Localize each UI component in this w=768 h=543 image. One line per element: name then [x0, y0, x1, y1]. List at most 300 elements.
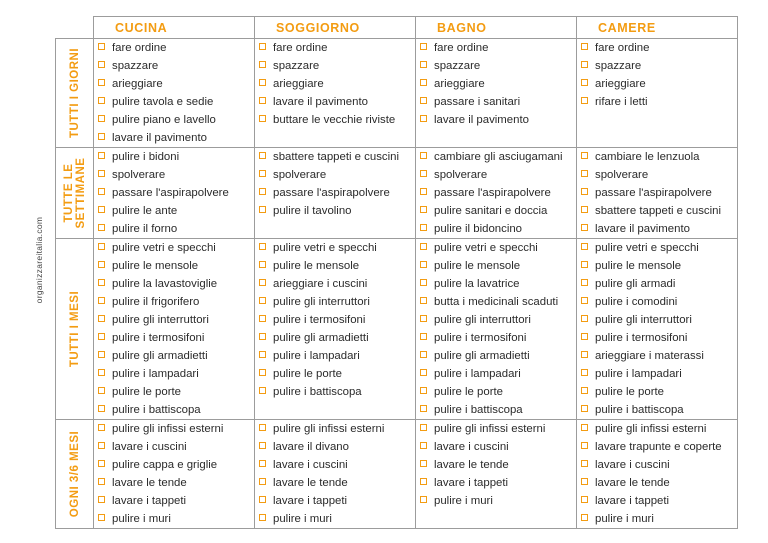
task-item: [98, 347, 254, 365]
task-label: pulire vetri e specchi: [595, 242, 699, 254]
row-header: [56, 148, 94, 239]
task-item: [581, 420, 737, 438]
task-item: [420, 365, 576, 383]
checkbox-icon[interactable]: [581, 79, 588, 86]
task-label: cambiare gli asciugamani: [434, 151, 563, 163]
task-item: [259, 184, 415, 202]
task-label: spazzare: [112, 60, 159, 72]
task-label: arieggiare i cuscini: [273, 278, 368, 290]
task-cell-camere: [577, 420, 738, 529]
checkbox-icon[interactable]: [259, 369, 266, 376]
task-item: [420, 57, 576, 75]
checkbox-icon[interactable]: [98, 442, 105, 449]
checkbox-icon[interactable]: [259, 152, 266, 159]
task-label: arieggiare i materassi: [595, 350, 704, 362]
task-label: pulire il frigorifero: [112, 296, 200, 308]
checkbox-icon[interactable]: [581, 351, 588, 358]
task-label: pulire i termosifoni: [112, 332, 205, 344]
task-label: pulire gli infissi esterni: [595, 423, 707, 435]
task-item: [581, 239, 737, 257]
task-item: [581, 456, 737, 474]
checkbox-icon[interactable]: [581, 514, 588, 521]
task-item: [259, 166, 415, 184]
task-label: pulire le ante: [112, 205, 178, 217]
task-label: pulire il bidoncino: [434, 223, 523, 235]
task-label: pulire gli infissi esterni: [273, 423, 385, 435]
task-item: [259, 383, 415, 401]
task-label: pulire sanitari e doccia: [434, 205, 548, 217]
task-item: [98, 93, 254, 111]
checkbox-icon[interactable]: [259, 460, 266, 467]
task-label: lavare il pavimento: [595, 223, 690, 235]
site-label: organizzareitalia.com: [34, 216, 44, 304]
checkbox-icon[interactable]: [581, 279, 588, 286]
task-label: lavare i cuscini: [112, 441, 187, 453]
task-label: cambiare le lenzuola: [595, 151, 700, 163]
task-cell-cucina: [94, 39, 255, 148]
task-item: [420, 239, 576, 257]
task-cell-cucina: [94, 148, 255, 239]
cleaning-schedule-table: [55, 16, 738, 529]
checkbox-icon[interactable]: [98, 405, 105, 412]
checkbox-icon[interactable]: [259, 315, 266, 322]
task-label: lavare le tende: [112, 477, 187, 489]
task-item: [98, 220, 254, 238]
checkbox-icon[interactable]: [581, 369, 588, 376]
checkbox-icon[interactable]: [420, 333, 427, 340]
task-item: [420, 293, 576, 311]
checkbox-icon[interactable]: [581, 61, 588, 68]
task-item: [581, 166, 737, 184]
checkbox-icon[interactable]: [581, 333, 588, 340]
task-item: [98, 166, 254, 184]
checkbox-icon[interactable]: [581, 206, 588, 213]
checkbox-icon[interactable]: [98, 369, 105, 376]
checkbox-icon[interactable]: [420, 279, 427, 286]
checkbox-icon[interactable]: [98, 115, 105, 122]
task-item: [259, 311, 415, 329]
task-label: spazzare: [434, 60, 481, 72]
task-label: lavare trapunte e coperte: [595, 441, 722, 453]
task-item: [581, 75, 737, 93]
task-label: pulire il forno: [112, 223, 178, 235]
task-item: [581, 474, 737, 492]
task-item: [420, 329, 576, 347]
checkbox-icon[interactable]: [98, 97, 105, 104]
row-ogni-3-6-mesi: [56, 420, 738, 529]
task-label: pulire i muri: [595, 513, 654, 525]
checkbox-icon[interactable]: [98, 351, 105, 358]
task-label: pulire le porte: [434, 386, 504, 398]
task-item: [420, 148, 576, 166]
checkbox-icon[interactable]: [259, 387, 266, 394]
task-label: pulire gli armadietti: [112, 350, 208, 362]
task-item: [581, 401, 737, 419]
task-item: [98, 420, 254, 438]
task-item: [259, 39, 415, 57]
task-item: [420, 220, 576, 238]
checkbox-icon[interactable]: [581, 424, 588, 431]
task-label: pulire i battiscopa: [273, 386, 362, 398]
row-header: [56, 420, 94, 529]
task-label: pulire il tavolino: [273, 205, 352, 217]
checkbox-icon[interactable]: [420, 405, 427, 412]
task-label: pulire le mensole: [112, 260, 199, 272]
checkbox-icon[interactable]: [98, 133, 105, 140]
checkbox-icon[interactable]: [98, 43, 105, 50]
task-item: [420, 383, 576, 401]
checkbox-icon[interactable]: [420, 442, 427, 449]
task-item: [98, 311, 254, 329]
checkbox-icon[interactable]: [259, 351, 266, 358]
task-label: pulire gli interruttori: [273, 296, 370, 308]
checkbox-icon[interactable]: [259, 97, 266, 104]
checkbox-icon[interactable]: [420, 496, 427, 503]
task-item: [420, 75, 576, 93]
checkbox-icon[interactable]: [259, 297, 266, 304]
checkbox-icon[interactable]: [581, 188, 588, 195]
checkbox-icon[interactable]: [259, 61, 266, 68]
task-item: [259, 365, 415, 383]
task-item: [259, 456, 415, 474]
task-label: pulire le mensole: [434, 260, 521, 272]
task-item: [420, 420, 576, 438]
task-item: [420, 93, 576, 111]
checkbox-icon[interactable]: [420, 224, 427, 231]
checkbox-icon[interactable]: [420, 170, 427, 177]
task-item: [259, 329, 415, 347]
checkbox-icon[interactable]: [420, 61, 427, 68]
task-cell-camere: [577, 239, 738, 420]
task-item: [581, 492, 737, 510]
task-label: pulire gli interruttori: [434, 314, 531, 326]
checkbox-icon[interactable]: [420, 79, 427, 86]
task-item: [581, 93, 737, 111]
column-header-cucina: CUCINA: [94, 17, 255, 39]
task-item: [98, 438, 254, 456]
task-label: pulire i termosifoni: [595, 332, 688, 344]
checkbox-icon[interactable]: [259, 442, 266, 449]
task-item: [259, 111, 415, 129]
task-item: [98, 510, 254, 528]
task-label: fare ordine: [273, 42, 328, 54]
checkbox-icon[interactable]: [581, 224, 588, 231]
checkbox-icon[interactable]: [259, 43, 266, 50]
checkbox-icon[interactable]: [259, 478, 266, 485]
task-label: pulire tavola e sedie: [112, 96, 214, 108]
task-label: sbattere tappeti e cuscini: [273, 151, 400, 163]
task-item: [581, 148, 737, 166]
checkbox-icon[interactable]: [98, 243, 105, 250]
task-label: pulire gli interruttori: [112, 314, 209, 326]
checkbox-icon[interactable]: [581, 496, 588, 503]
task-label: rifare i letti: [595, 96, 648, 108]
task-cell-soggiorno: [255, 39, 416, 148]
checkbox-icon[interactable]: [420, 188, 427, 195]
task-cell-bagno: [416, 420, 577, 529]
checkbox-icon[interactable]: [98, 261, 105, 268]
checkbox-icon[interactable]: [420, 387, 427, 394]
checkbox-icon[interactable]: [98, 188, 105, 195]
checkbox-icon[interactable]: [259, 514, 266, 521]
checkbox-icon[interactable]: [98, 387, 105, 394]
checkbox-icon[interactable]: [420, 478, 427, 485]
task-label: pulire i bidoni: [112, 151, 180, 163]
checkbox-icon[interactable]: [98, 333, 105, 340]
checkbox-icon[interactable]: [581, 478, 588, 485]
task-label: pulire la lavastoviglie: [112, 278, 218, 290]
task-item: [581, 275, 737, 293]
checkbox-icon[interactable]: [581, 442, 588, 449]
checkbox-icon[interactable]: [581, 97, 588, 104]
checkbox-icon[interactable]: [420, 369, 427, 376]
row-tutte-le-settimane: [56, 148, 738, 239]
task-label: pulire i termosifoni: [434, 332, 527, 344]
task-item: [259, 257, 415, 275]
task-label: pulire i muri: [112, 513, 171, 525]
task-label: lavare le tende: [434, 459, 509, 471]
task-label: lavare i tappeti: [434, 477, 509, 489]
task-item: [259, 293, 415, 311]
task-item: [98, 111, 254, 129]
checkbox-icon[interactable]: [98, 496, 105, 503]
checkbox-icon[interactable]: [420, 243, 427, 250]
checkbox-icon[interactable]: [259, 279, 266, 286]
task-label: spolverare: [112, 169, 166, 181]
task-item: [420, 166, 576, 184]
task-item: [420, 311, 576, 329]
checkbox-icon[interactable]: [259, 261, 266, 268]
checkbox-icon[interactable]: [420, 351, 427, 358]
task-item: [581, 39, 737, 57]
checkbox-icon[interactable]: [98, 279, 105, 286]
task-label: pulire i lampadari: [112, 368, 199, 380]
task-item: [98, 129, 254, 147]
task-cell-soggiorno: [255, 148, 416, 239]
checkbox-icon[interactable]: [420, 315, 427, 322]
task-label: pulire vetri e specchi: [112, 242, 216, 254]
checkbox-icon[interactable]: [98, 61, 105, 68]
task-label: pulire gli interruttori: [595, 314, 692, 326]
checkbox-icon[interactable]: [581, 460, 588, 467]
task-item: [98, 275, 254, 293]
checkbox-icon[interactable]: [581, 243, 588, 250]
header-row: [56, 17, 738, 39]
task-item: [420, 401, 576, 419]
task-item: [98, 39, 254, 57]
task-label: pulire le porte: [112, 386, 182, 398]
checkbox-icon[interactable]: [98, 514, 105, 521]
checkbox-icon[interactable]: [581, 43, 588, 50]
task-label: spolverare: [273, 169, 327, 181]
task-cell-cucina: [94, 239, 255, 420]
checkbox-icon[interactable]: [98, 315, 105, 322]
task-label: spolverare: [434, 169, 488, 181]
task-item: [259, 239, 415, 257]
task-label: passare l'aspirapolvere: [273, 187, 390, 199]
task-label: lavare le tende: [595, 477, 670, 489]
task-label: lavare i cuscini: [595, 459, 670, 471]
checkbox-icon[interactable]: [420, 424, 427, 431]
checkbox-icon[interactable]: [98, 424, 105, 431]
checkbox-icon[interactable]: [420, 460, 427, 467]
task-label: lavare i tappeti: [112, 495, 187, 507]
checkbox-icon[interactable]: [98, 478, 105, 485]
task-item: [98, 474, 254, 492]
checkbox-icon[interactable]: [581, 297, 588, 304]
task-label: pulire i termosifoni: [273, 314, 366, 326]
task-cell-soggiorno: [255, 239, 416, 420]
task-item: [581, 184, 737, 202]
task-label: fare ordine: [595, 42, 650, 54]
checkbox-icon[interactable]: [98, 297, 105, 304]
checkbox-icon[interactable]: [420, 261, 427, 268]
task-label: arieggiare: [273, 78, 324, 90]
task-label: pulire i muri: [273, 513, 332, 525]
task-item: [98, 383, 254, 401]
task-item: [98, 148, 254, 166]
task-item: [420, 275, 576, 293]
task-item: [259, 420, 415, 438]
task-label: arieggiare: [595, 78, 646, 90]
checkbox-icon[interactable]: [98, 460, 105, 467]
checkbox-icon[interactable]: [259, 333, 266, 340]
checkbox-icon[interactable]: [420, 115, 427, 122]
checkbox-icon[interactable]: [259, 188, 266, 195]
task-item: [581, 202, 737, 220]
task-item: [581, 329, 737, 347]
checkbox-icon[interactable]: [581, 387, 588, 394]
task-item: [420, 257, 576, 275]
checkbox-icon[interactable]: [98, 79, 105, 86]
task-cell-bagno: [416, 39, 577, 148]
checkbox-icon[interactable]: [98, 170, 105, 177]
task-label: pulire i comodini: [595, 296, 678, 308]
task-label: pulire le porte: [273, 368, 343, 380]
task-label: pulire i battiscopa: [112, 404, 201, 416]
task-label: fare ordine: [434, 42, 489, 54]
task-item: [420, 111, 576, 129]
task-item: [259, 347, 415, 365]
checkbox-icon[interactable]: [259, 115, 266, 122]
task-item: [420, 474, 576, 492]
task-label: pulire i muri: [434, 495, 493, 507]
task-cell-camere: [577, 39, 738, 148]
task-label: passare l'aspirapolvere: [112, 187, 229, 199]
task-label: pulire la lavatrice: [434, 278, 520, 290]
task-item: [420, 492, 576, 510]
task-item: [420, 347, 576, 365]
task-item: [98, 492, 254, 510]
task-item: [259, 75, 415, 93]
task-item: [259, 510, 415, 528]
task-label: lavare il pavimento: [434, 114, 529, 126]
column-header-bagno: BAGNO: [416, 17, 577, 39]
task-item: [581, 510, 737, 528]
checkbox-icon[interactable]: [581, 315, 588, 322]
task-item: [581, 220, 737, 238]
row-header-label: TUTTI I MESI: [68, 290, 81, 368]
task-label: pulire le porte: [595, 386, 665, 398]
checkbox-icon[interactable]: [259, 79, 266, 86]
task-item: [259, 275, 415, 293]
checkbox-icon[interactable]: [420, 97, 427, 104]
task-label: spolverare: [595, 169, 649, 181]
checkbox-icon[interactable]: [581, 261, 588, 268]
task-item: [98, 239, 254, 257]
task-item: [581, 311, 737, 329]
task-item: [259, 93, 415, 111]
task-label: passare l'aspirapolvere: [595, 187, 712, 199]
task-label: spazzare: [595, 60, 642, 72]
task-label: lavare il pavimento: [112, 132, 207, 144]
task-label: lavare i cuscini: [434, 441, 509, 453]
task-item: [98, 456, 254, 474]
task-item: [581, 365, 737, 383]
checkbox-icon[interactable]: [420, 206, 427, 213]
checkbox-icon[interactable]: [98, 224, 105, 231]
task-label: lavare il pavimento: [273, 96, 368, 108]
task-label: butta i medicinali scaduti: [434, 296, 559, 308]
row-header: [56, 239, 94, 420]
task-item: [98, 329, 254, 347]
checkbox-icon[interactable]: [259, 424, 266, 431]
task-label: pulire piano e lavello: [112, 114, 216, 126]
task-cell-soggiorno: [255, 420, 416, 529]
row-header-label: OGNI 3/6 MESI: [68, 430, 81, 518]
task-item: [259, 202, 415, 220]
row-header-label: TUTTI I GIORNI: [68, 47, 81, 139]
task-item: [98, 293, 254, 311]
task-item: [98, 184, 254, 202]
checkbox-icon[interactable]: [581, 405, 588, 412]
task-item: [420, 184, 576, 202]
task-label: pulire i lampadari: [273, 350, 360, 362]
checkbox-icon[interactable]: [259, 206, 266, 213]
task-label: lavare i tappeti: [273, 495, 348, 507]
checkbox-icon[interactable]: [259, 243, 266, 250]
task-label: arieggiare: [112, 78, 163, 90]
task-label: passare i sanitari: [434, 96, 521, 108]
task-item: [420, 202, 576, 220]
task-label: lavare le tende: [273, 477, 348, 489]
checkbox-icon[interactable]: [259, 170, 266, 177]
task-item: [259, 492, 415, 510]
column-header-soggiorno: SOGGIORNO: [255, 17, 416, 39]
checkbox-icon[interactable]: [420, 152, 427, 159]
task-label: pulire gli infissi esterni: [112, 423, 224, 435]
checkbox-icon[interactable]: [98, 152, 105, 159]
checkbox-icon[interactable]: [259, 496, 266, 503]
checkbox-icon[interactable]: [581, 152, 588, 159]
task-label: pulire le mensole: [595, 260, 682, 272]
checkbox-icon[interactable]: [420, 297, 427, 304]
task-item: [259, 474, 415, 492]
task-label: pulire cappa e griglie: [112, 459, 218, 471]
task-label: lavare i tappeti: [595, 495, 670, 507]
checkbox-icon[interactable]: [581, 170, 588, 177]
task-label: pulire gli armadi: [595, 278, 676, 290]
task-label: sbattere tappeti e cuscini: [595, 205, 722, 217]
task-cell-camere: [577, 148, 738, 239]
checkbox-icon[interactable]: [98, 206, 105, 213]
task-label: lavare i cuscini: [273, 459, 348, 471]
task-label: lavare il divano: [273, 441, 349, 453]
task-label: pulire i lampadari: [434, 368, 521, 380]
checkbox-icon[interactable]: [420, 43, 427, 50]
task-item: [581, 347, 737, 365]
task-label: arieggiare: [434, 78, 485, 90]
